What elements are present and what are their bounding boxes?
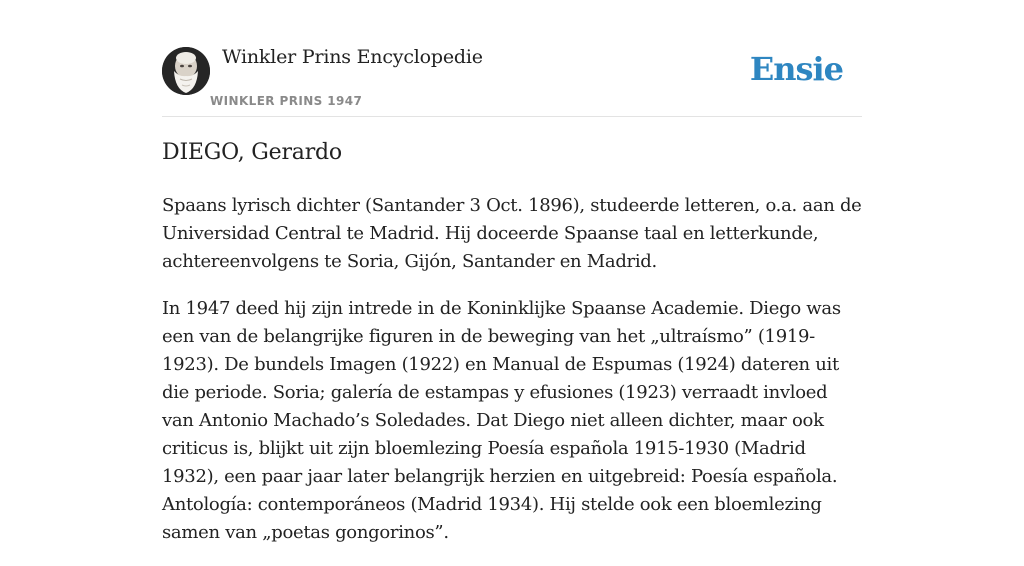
source-header — [162, 0, 862, 117]
entry-paragraph: Spaans lyrisch dichter (Santander 3 Oct. 1896), studeerde letteren, o.a. aan de Universidad Central te Madrid. Hij doceerde Spaanse taal en letterkunde, achtereenvolgens te Soria, Gijón, Santander en Madrid. — [162, 195, 862, 272]
entry-title: DIEGO, Gerardo — [162, 140, 342, 165]
ensie-logo-link[interactable]: Ensie — [749, 50, 843, 88]
source-avatar[interactable] — [162, 47, 210, 95]
bearded-man-portrait-icon — [162, 47, 210, 95]
entry-paragraph: In 1947 deed hij zijn intrede in de Koninklijke Spaanse Academie. Diego was een van de belangrijke figuren in de beweging van het „ultraísmo” (1919-1923). De bundels Imagen (1922) en Manual de Espumas (1924) dateren uit die periode. Soria; galería de estampas y efusiones (1923) verraadt invloed van Antonio Machado’s Soledades. Dat Diego niet alleen dichter, maar ook criticus is, blijkt uit zijn bloemlezing Poesía española 1915-1930 (Madrid 1932), een paar jaar later belangrijk herzien en uitgebreid: Poesía española. Antología: contemporáneos (Madrid 1934). Hij stelde ook een bloemlezing samen van „poetas gongorinos”. — [162, 298, 841, 543]
entry-body — [162, 192, 862, 566]
page — [162, 0, 862, 543]
source-title[interactable]: Winkler Prins Encyclopedie — [222, 46, 483, 68]
source-subtitle[interactable]: WINKLER PRINS 1947 — [210, 94, 363, 108]
